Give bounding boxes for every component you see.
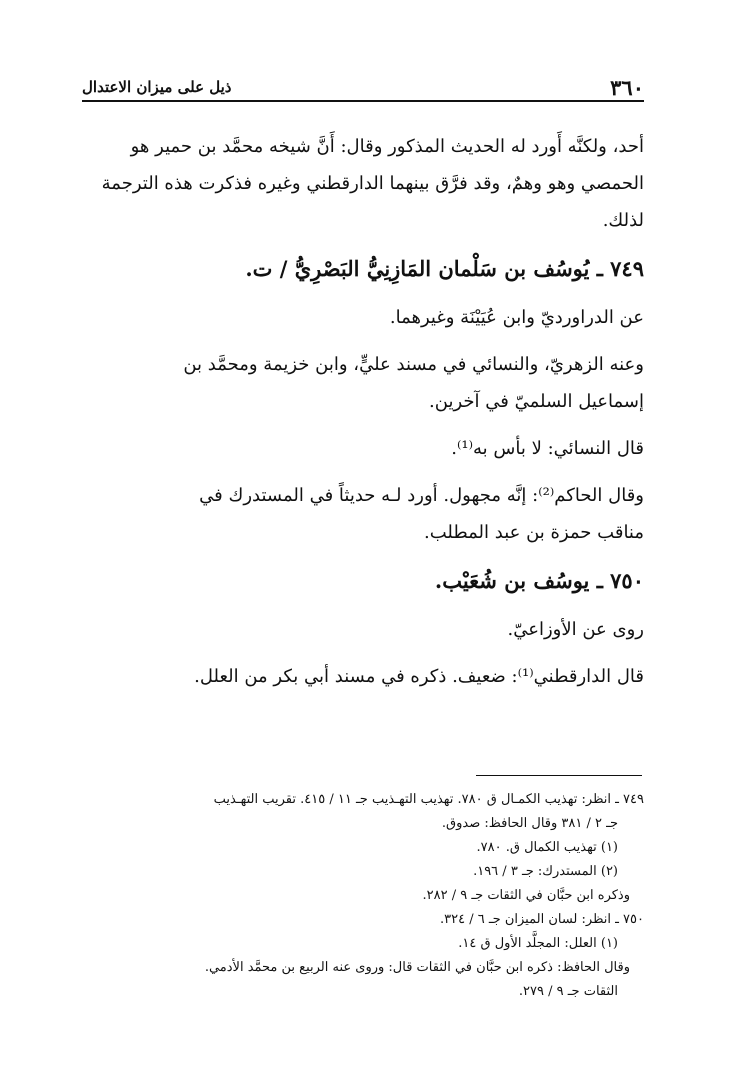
footnote-750-main: ٧٥٠ ـ انظر: لسان الميزان جـ ٦ / ٣٢٤. (440, 912, 644, 927)
entry-749-hakim (82, 477, 644, 551)
main-text (82, 128, 644, 695)
footnote-750-extra2: الثقات جـ ٩ / ٢٧٩. (518, 984, 618, 999)
footnote-749-extra: وذكره ابن حبَّان في الثقات جـ ٩ / ٢٨٢. (422, 888, 630, 903)
footnote-750-1: (١) العلل: المجلَّد الأول ق ١٤. (458, 936, 618, 951)
footnote-749-main: ٧٤٩ ـ انظر: تهذيب الكمـال ق ٧٨٠. تهذيب التهـذيب جـ ١١ / ٤١٥. تقريب التهـذيب (213, 792, 644, 807)
intro-paragraph (82, 128, 644, 239)
entry-749-from: عن الدراورديّ وابن عُيَيْنَة وغيرهما. (389, 307, 644, 328)
entry-749-nasai: قال النسائي: لا بأس به⁽¹⁾. (451, 438, 644, 459)
footnotes (82, 788, 644, 1004)
text-line: مناقب حمزة بن عبد المطلب. (424, 522, 644, 543)
text-line: لذلك. (602, 210, 644, 231)
running-title: ذيل على ميزان الاعتدال (82, 78, 232, 96)
text-line: أحد، ولكنَّه أَورد له الحديث المذكور وقال: أَنَّ شيخه محمَّد بن حمير هو (130, 136, 644, 157)
footnote-749-cont: جـ ٢ / ٣٨١ وقال الحافظ: صدوق. (441, 816, 618, 831)
entry-749-students (82, 346, 644, 420)
entry-750-daraqutni: قال الدارقطني⁽¹⁾: ضعيف. ذكره في مسند أبي بكر من العلل. (194, 666, 644, 687)
footnote-749-1: (١) تهذيب الكمال ق. ٧٨٠. (476, 840, 618, 855)
page-header (82, 74, 644, 102)
footnote-separator (476, 775, 642, 776)
footnote-749-2: (٢) المستدرك: جـ ٣ / ١٩٦. (473, 864, 618, 879)
page-number: ٣٦٠ (610, 74, 644, 100)
text-line: وقال الحاكم⁽²⁾: إنَّه مجهول. أورد لـه حديثاً في المستدرك في (199, 485, 644, 506)
footnote-750-extra1: وقال الحافظ: ذكره ابن حبَّان في الثقات قال: وروى عنه الربيع بن محمَّد الأدمي. (204, 960, 630, 975)
entry-750-heading: ٧٥٠ ـ يوسُف بن شُعَيْب. (434, 568, 644, 593)
entry-750-narrated: روى عن الأوزاعيّ. (507, 619, 644, 640)
text-line: وعنه الزهريّ، والنسائي في مسند عليٍّ، وابن خزيمة ومحمَّد بن (183, 354, 644, 375)
text-line: الحمصي وهو وهمٌ، وقد فرَّق بينهما الدارقطني وغيره فذكرت هذه الترجمة (101, 173, 644, 194)
text-line: إسماعيل السلميّ في آخرين. (429, 391, 644, 412)
entry-749-heading: ٧٤٩ ـ يُوسُف بن سَلْمان المَازِنِيُّ البَصْرِيُّ / ت. (245, 256, 644, 281)
